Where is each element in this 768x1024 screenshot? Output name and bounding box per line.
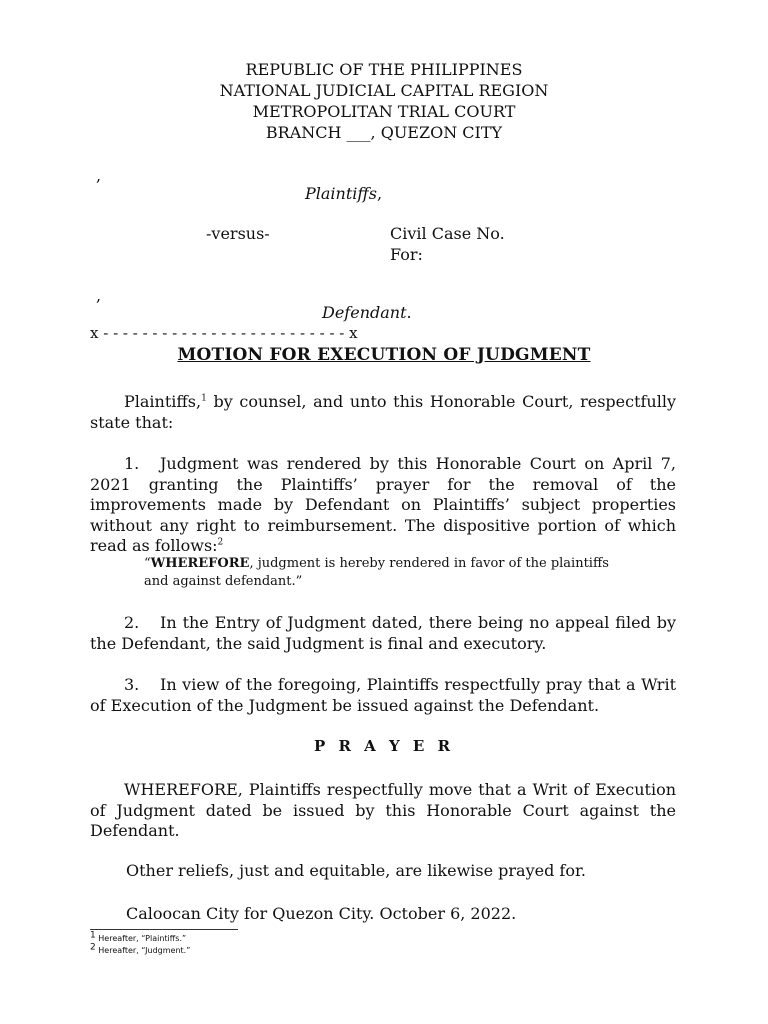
- dispositive-quote: [144, 555, 644, 591]
- court-header-region: NATIONAL JUDICIAL CAPITAL REGION: [219, 81, 549, 100]
- paragraph-3-number: 3.: [124, 675, 140, 694]
- defendant-label-period: .: [406, 303, 412, 322]
- court-header-republic: REPUBLIC OF THE PHILIPPINES: [245, 60, 523, 79]
- intro-paragraph: [90, 392, 676, 433]
- paragraph-2-first-line: [90, 613, 676, 634]
- document-title: MOTION FOR EXECUTION OF JUDGMENT: [177, 345, 591, 365]
- paragraph-3-first-line: [90, 675, 676, 696]
- quote-line1-rest: , judgment is hereby rendered in favor of the plaintiffs: [249, 556, 609, 571]
- paragraph-3-line1: In view of the foregoing, Plaintiffs respectfully pray that a Writ: [160, 675, 676, 694]
- quote-open: “: [144, 556, 151, 571]
- footnote-ref-2: 2: [217, 537, 224, 548]
- intro-text: by counsel, and unto this Honorable Court, respectfully state that:: [90, 392, 676, 432]
- defendant-label: [322, 303, 412, 323]
- plaintiffs-label: [305, 184, 382, 204]
- footnote-2: [90, 942, 191, 956]
- paragraph-1-rest-text: 2021 granting the Plaintiffs’ prayer for the removal of the improvements made by Defendant on Plaintiffs’ subject properties without any right to reimbursement. The dispositive portion of which read as follows:: [90, 474, 676, 555]
- place-and-date: Caloocan City for Quezon City. October 6, 2022.: [126, 904, 517, 923]
- paragraph-1-rest: [90, 475, 676, 557]
- court-header-court: METROPOLITAN TRIAL COURT: [252, 102, 516, 121]
- intro-plaintiffs: Plaintiffs,: [124, 392, 202, 411]
- prayer-wherefore: WHEREFORE, Plaintiffs respectfully move that a Writ of Execution of Judgment dated be issued by this Honorable Court against the Defendant.: [90, 780, 676, 840]
- defendant-label-text: Defendant: [322, 303, 407, 322]
- paragraph-2-number: 2.: [124, 613, 140, 632]
- footnote-1: [90, 930, 187, 944]
- quote-line-2: and against defendant.”: [144, 574, 303, 589]
- paragraph-2-line1: In the Entry of Judgment dated, there being no appeal filed by: [160, 613, 676, 632]
- plaintiffs-label-text: Plaintiffs: [305, 184, 377, 203]
- court-header-branch: BRANCH ___, QUEZON CITY: [265, 123, 503, 142]
- paragraph-1-number: 1.: [124, 454, 140, 473]
- paragraph-3: [90, 675, 676, 716]
- quote-bold-wherefore: WHEREFORE: [150, 556, 250, 571]
- footnote-separator: [90, 929, 238, 930]
- footnote-1-text: Hereafter, “Plaintiffs.”: [95, 934, 187, 943]
- paragraph-1-line1: Judgment was rendered by this Honorable Court on April 7,: [160, 454, 676, 473]
- paragraph-3-rest: of Execution of the Judgment be issued against the Defendant.: [90, 695, 600, 715]
- other-reliefs: Other reliefs, just and equitable, are likewise prayed for.: [126, 861, 586, 880]
- paragraph-2: [90, 613, 676, 654]
- case-for-label: For:: [390, 245, 423, 264]
- footnote-2-text: Hereafter, “Judgment.”: [95, 946, 191, 955]
- versus-label: -versus-: [206, 224, 270, 243]
- defendant-name-blank: ,: [96, 286, 102, 305]
- plaintiff-name-blank: ,: [96, 166, 102, 185]
- paragraph-2-rest: the Defendant, the said Judgment is final and executory.: [90, 633, 547, 653]
- footnote-1-number: 1: [90, 930, 96, 941]
- caption-divider: x - - - - - - - - - - - - - - - - - - - - - - - - - x: [90, 324, 358, 342]
- footnote-2-number: 2: [90, 942, 96, 953]
- footnote-ref-1: 1: [201, 393, 207, 404]
- prayer-heading: P R A Y E R: [313, 737, 455, 755]
- paragraph-1-first-line: [90, 454, 676, 475]
- paragraph-1: [90, 454, 676, 557]
- quote-line-1: [144, 555, 644, 573]
- civil-case-no-label: Civil Case No.: [390, 224, 505, 243]
- plaintiffs-label-comma: ,: [376, 184, 383, 203]
